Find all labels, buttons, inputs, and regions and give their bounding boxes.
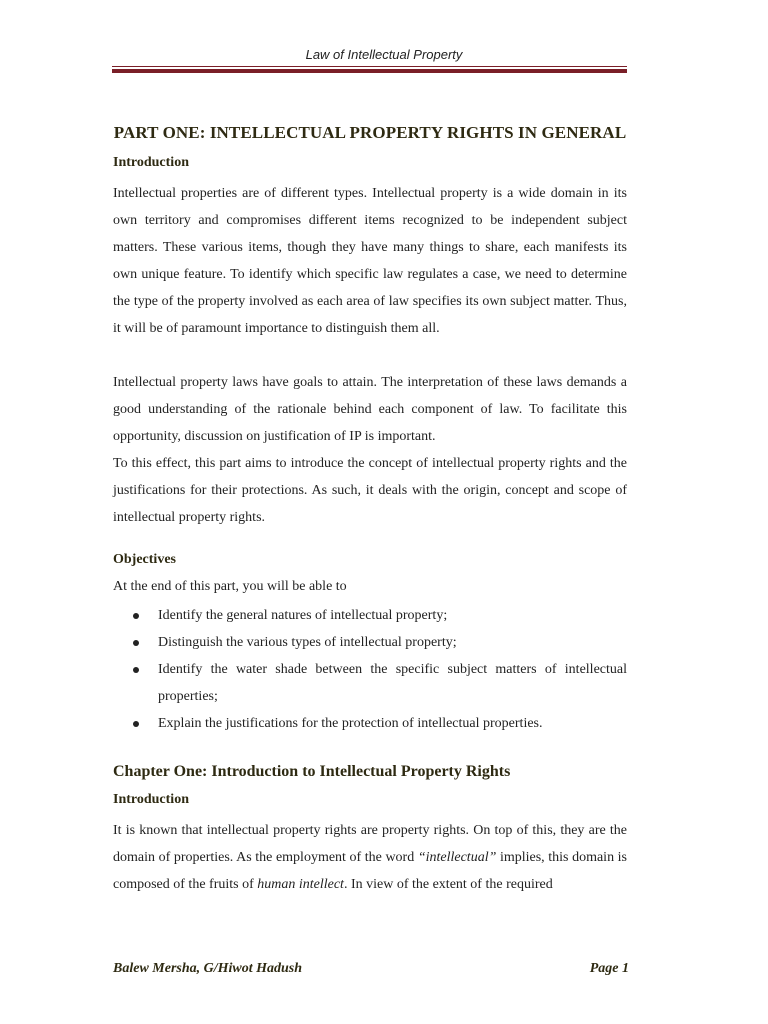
part-paragraph-1: Intellectual properties are of different types. Intellectual property is a wide domain in its own territory and compromises different items recognized to be independent subject matters. These various items, though they have many things to share, each manifests its own unique feature. To identify which specific law regulates a case, we need to determine the type of the property involved as each area of law specifies its own subject matter. Thus, it will be of paramount importance to distinguish them all. xyxy=(113,186,627,336)
footer-page-number: Page 1 xyxy=(589,961,629,976)
header-rule-thick xyxy=(112,69,627,73)
chapter-text-segment: . In view of the extent of the required xyxy=(343,877,553,892)
chapter-paragraph-1 xyxy=(113,817,627,898)
bullet-icon xyxy=(133,721,139,727)
objective-text: Identify the water shade between the specific subject matters of intellectual properties; xyxy=(158,662,627,704)
objectives-lead: At the end of this part, you will be able to xyxy=(113,579,347,594)
footer-authors: Balew Mersha, G/Hiwot Hadush xyxy=(113,961,303,976)
header-rule-thin xyxy=(112,66,627,67)
part-paragraph-3: To this effect, this part aims to introduce the concept of intellectual property rights and the justifications for their protections. As such, it deals with the origin, concept and scope of intellectual property rights. xyxy=(113,456,627,525)
main-content xyxy=(113,122,627,898)
part-intro-heading: Introduction xyxy=(113,155,189,170)
bullet-icon xyxy=(133,667,139,673)
section-gap xyxy=(113,531,627,551)
objectives-list xyxy=(113,602,627,737)
bullet-icon xyxy=(133,640,139,646)
chapter-text-segment: It is known that intellectual property rights are property rights. On top of this, they are the domain of properties. As the employment of the word xyxy=(113,823,627,865)
bullet-icon xyxy=(133,613,139,619)
part-paragraph-2: Intellectual property laws have goals to attain. The interpretation of these laws demands a good understanding of the rationale behind each component of law. To facilitate this opportunity, discussion on justification of IP is important. xyxy=(113,375,627,444)
objective-text: Distinguish the various types of intellectual property; xyxy=(158,635,457,650)
objective-item xyxy=(113,710,627,737)
objective-item xyxy=(113,656,627,710)
objective-text: Identify the general natures of intellectual property; xyxy=(158,608,448,623)
chapter-text-segment: implies, this domain is composed of the fruits of xyxy=(113,850,627,892)
chapter-emphasis: “intellectual” xyxy=(417,850,497,865)
part-title: PART ONE: INTELLECTUAL PROPERTY RIGHTS IN GENERAL xyxy=(113,123,627,142)
objective-item xyxy=(113,602,627,629)
objective-item xyxy=(113,629,627,656)
chapter-emphasis: human intellect xyxy=(257,877,344,892)
objective-text: Explain the justifications for the protection of intellectual properties. xyxy=(158,716,543,731)
chapter-title: Chapter One: Introduction to Intellectual Property Rights xyxy=(113,763,511,780)
paragraph-gap xyxy=(113,342,627,369)
objectives-heading: Objectives xyxy=(113,552,176,567)
running-header: Law of Intellectual Property xyxy=(305,47,463,62)
chapter-intro-heading: Introduction xyxy=(113,792,189,807)
